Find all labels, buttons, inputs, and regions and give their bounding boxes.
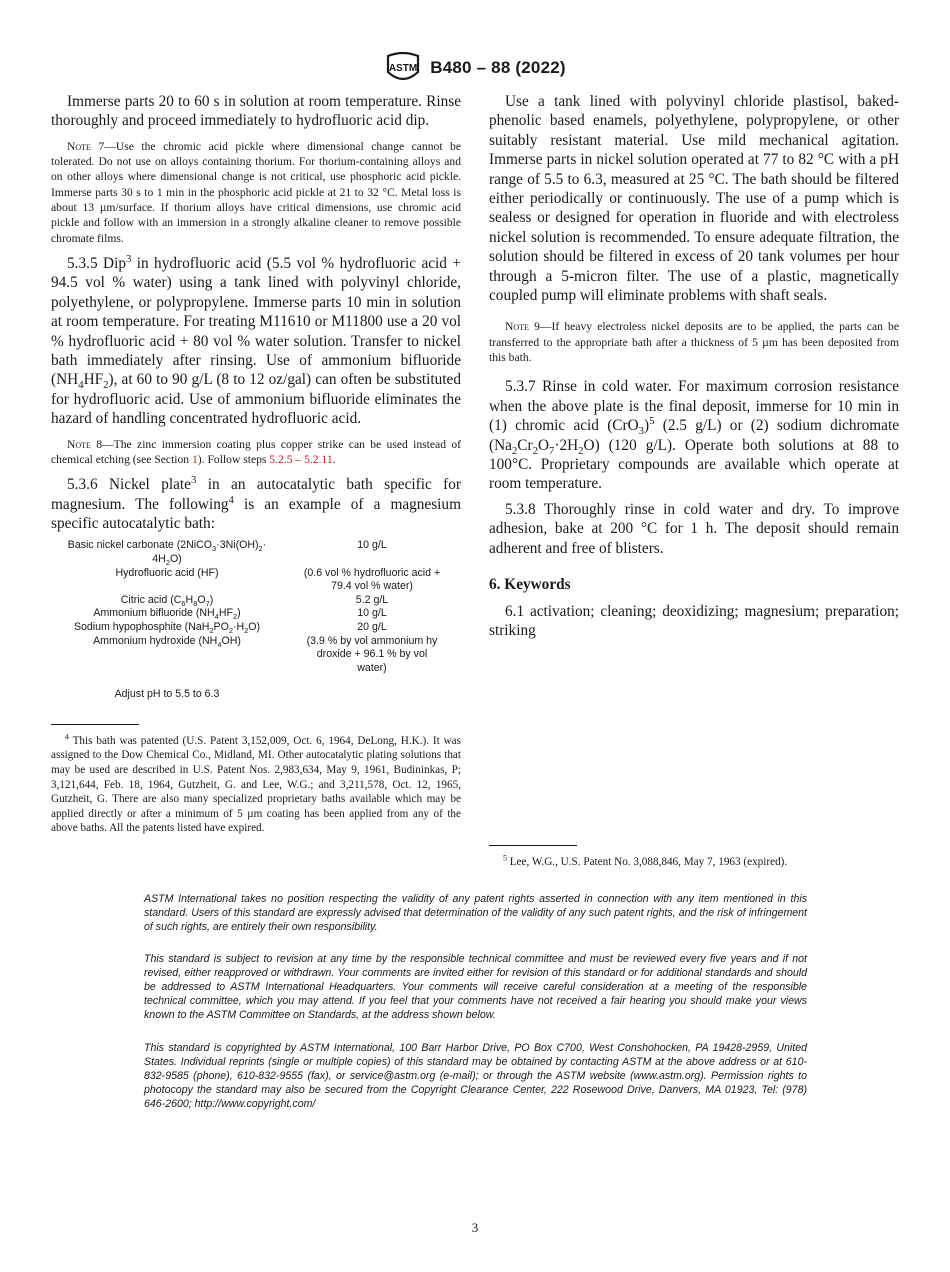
note-9: Note 9—If heavy electroless nickel deposits are to be applied, the parts can be transferred to the appropriate bath after a thickness of 5 µm has been deposited from this bath. (489, 320, 899, 365)
right-footnote-area (489, 845, 899, 870)
footnote-divider (51, 724, 139, 725)
left-column (51, 92, 461, 836)
steps-link[interactable]: 5.2.5 – 5.2.11 (269, 452, 333, 466)
table-row: Citric acid $(C_6H_8O_7)$ 5.2 g/L (120, 593, 389, 608)
copyright-disclaimer: This standard is copyrighted by ASTM International, 100 Barr Harbor Drive, PO Box C700, West Conshohocken, PA 19428-2959, United States. Individual reprints (single or multiple copies) of this standard may be obtained by contacting ASTM at the above address or at 610-832-9585 (phone), 610-832-9555 (fax), or service@astm.org (e-mail); or through the ASTM website (www.astm.org). Permission rights to photocopy the standard may also be secured from the Copyright Clearance Center, 222 Rosewood Drive, Danvers, MA 01923, Tel: (978) 646-2600; http://www.copyright.com/ (144, 1042, 807, 1110)
svg-text:ASTM: ASTM (389, 63, 418, 74)
astm-logo-icon (384, 52, 422, 84)
footnote-divider (489, 845, 577, 846)
footnote-4: $^4$ This bath was patented (U.S. Patent 3,152,009, Oct. 6, 1964, DeLong, H.K.). It was assigned to the Dow Chemical Co., Midland, MI. Other autocatalytic plating solutions that may be used are described in U.S. Patent Nos. 2,983,634, May 9, 1961, Budininkas, P; 3,121,644, Feb. 18, 1964, Gutzheit, G. and Lee, W.G.; and 3,211,578, Oct. 12, 1965, Gutzheit, G. There are also many specialized proprietary baths available which may be applied directly or after a minimum of 5 µm coating has been applied from any of the above baths. All the patents listed have expired. (51, 732, 461, 835)
right-column (489, 92, 899, 647)
table-row: Ammonium hydroxide $(NH_4OH)$ (3.9 % by vol ammonium hy droxide + 96.1 % by vol water) (93, 634, 438, 674)
section-1-link[interactable]: 1 (192, 452, 198, 466)
footnote-5: $^5$ Lee, W.G., U.S. Patent No. 3,088,846, May 7, 1963 (expired). (503, 853, 788, 868)
section-5-3-6: 5.3.6 Nickel plate$^3$ in an autocatalytic bath specific for magnesium. The following$^4$ is an example of a magnesium specific autocatalytic bath: (51, 474, 461, 532)
page-header (0, 50, 950, 86)
keywords-heading: 6. Keywords (489, 576, 571, 594)
tank-paragraph: Use a tank lined with polyvinyl chloride plastisol, baked-phenolic based enamels, polyethylene, polypropylene, or other suitably resistant material. Use mild mechanical agitation. Immerse parts in nickel solution operated at 77 to 82 °C with a pH range of 5.5 to 6.3, measured at 25 °C. The bath should be filtered either periodically or continuously. The use of a pump which is sealess or designed for operation in fluoride and with electroless nickel solution is recommended. To ensure adequate filtration, the solution should be filtered in excess of 20 tank volumes per hour through a 5-micron filter. The use of a plastic, magnetically coupled pump will eliminate problems with shaft seals. (489, 93, 899, 305)
table-row: Hydrofluoric acid (HF) (0.6 vol % hydrofluoric acid + 79.4 vol % water) (115, 566, 441, 593)
table-row: Ammonium bifluoride $(NH_4HF_2)$ 10 g/L (93, 607, 387, 622)
revision-disclaimer: This standard is subject to revision at any time by the responsible technical committee and must be reviewed every five years and if not revised, either reapproved or withdrawn. Your comments are invited either for revision of this standard or for additional standards and should be addressed to ASTM International Headquarters. Your comments will receive careful consideration at a meeting of the responsible technical committee, which you may attend. If you feel that your comments have not received a fair hearing you should make your views known to the ASTM Committee on Standards, at the address shown below. (144, 953, 807, 1021)
section-5-3-8: 5.3.8 Thoroughly rinse in cold water and dry. To improve adhesion, bake at 200 °C for 1 h. The deposit should remain adherent and free of blisters. (489, 500, 899, 557)
page-number: 3 (471, 1220, 479, 1235)
ph-adjust-instruction: Adjust pH to 5.5 to 6.3 (114, 688, 220, 701)
patent-disclaimer: ASTM International takes no position respecting the validity of any patent rights asserted in connection with any item mentioned in this standard. Users of this standard are expressly advised that determination of the validity of any such patent rights, and the risk of infringement of such rights, are entirely their own responsibility. (144, 893, 807, 933)
standard-designation: B480 – 88 (2022) (430, 58, 566, 77)
keywords-text: 6.1 activation; cleaning; deoxidizing; magnesium; preparation; striking (489, 603, 899, 640)
note-8: Note 8—The zinc immersion coating plus copper strike can be used instead of chemical etching (see Section 1). Follow steps 5.2.5 – 5.2.11. (51, 437, 461, 466)
section-5-3-7: 5.3.7 Rinse in cold water. For maximum corrosion resistance when the above plate is the final deposit, immerse for 10 min in (1) chromic acid $(CrO_3)^5$ (2.5 g/L) or (2) sodium dichromate $(Na_2Cr_2O_7\cdot 2H_2O)$ (120 g/L). Operate both solutions at 88 to 100°C. Proprietary compounds are available which operate at room temperature. (489, 378, 899, 493)
table-row: Sodium hypophosphite $(NaH_2PO_2\cdot H_2O)$ 20 g/L (73, 620, 387, 636)
intro-paragraph: Immerse parts 20 to 60 s in solution at room temperature. Rinse thoroughly and proceed immediately to hydrofluoric acid dip. (51, 93, 461, 130)
bath-composition-table (51, 539, 461, 702)
section-5-3-5: 5.3.5 Dip$^3$ in hydrofluoric acid (5.5 vol % hydrofluoric acid + 94.5 vol % water) using a tank lined with polyvinyl chloride, polyethylene, or polypropylene. Immerse parts 10 min in solution at room temperature. For treating M11610 or M11800 use a 20 vol % hydrofluoric acid + 80 vol % water solution. Transfer to nickel bath immediately after rinsing. Use of ammonium bifluoride $(NH_4HF_2)$, at 60 to 90 g/L (8 to 12 oz/gal) can often be substituted for hydrofluoric acid. Use of ammonium bifluoride eliminates the hazard of handling concentrated hydrofluoric acid. (51, 252, 461, 428)
table-row: Basic nickel carbonate ($2NiCO_3\cdot 3Ni(OH)_2\cdot$ $4H_2O$) 10 g/L (67, 539, 387, 568)
note-7: Note 7—Use the chromic acid pickle where dimensional change cannot be tolerated. Do not use on alloys containing thorium. For thorium-containing alloys and on other alloys where dimensional change is not critical, use phosphoric acid pickle. Immerse parts 30 s to 1 min in the phosphoric acid pickle at 21 to 32 °C. Metal loss is about 13 µm/surface. If thorium alloys have critical dimensions, use chromic acid pickle and follow with an immersion in a strongly alkaline cleaner to remove possible chromate films. (51, 139, 461, 245)
